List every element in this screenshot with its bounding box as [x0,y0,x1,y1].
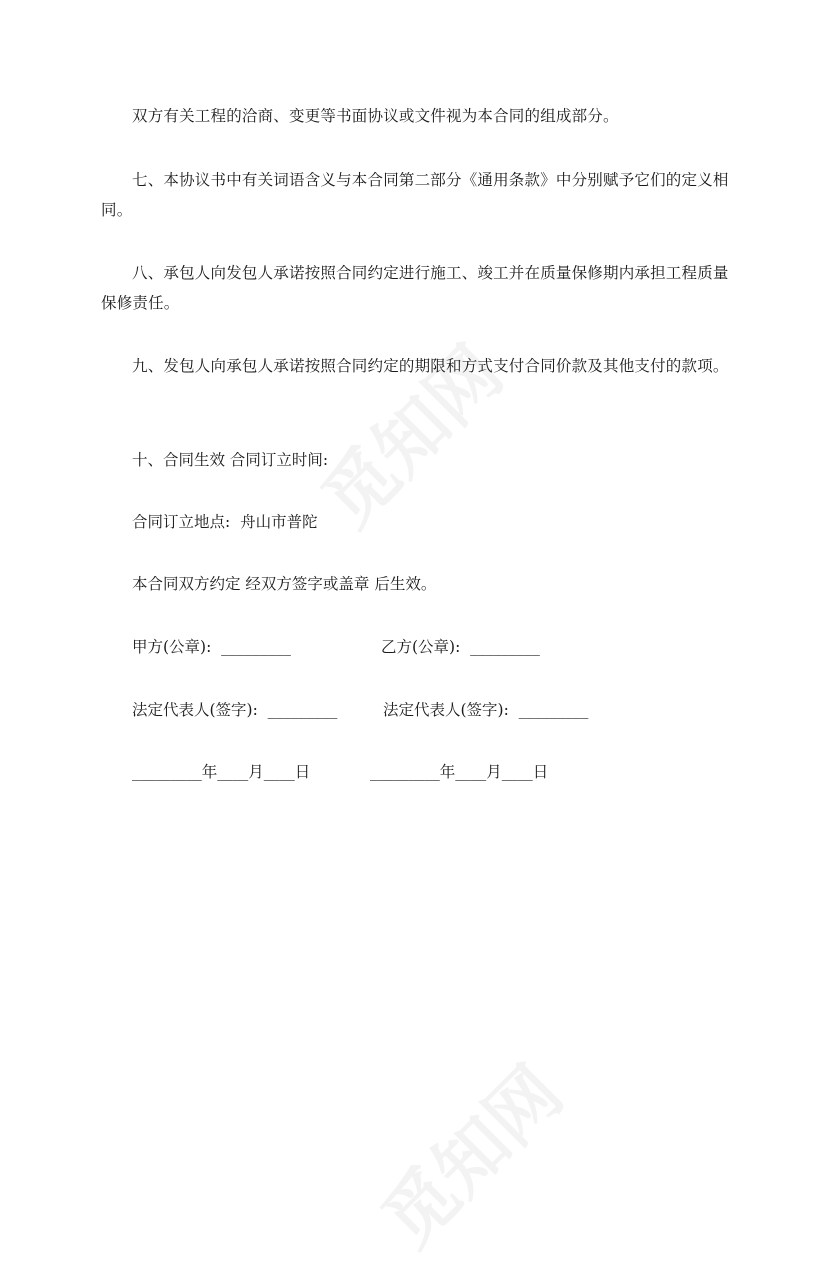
party-b-seal: 乙方(公章): _________ [381,638,540,656]
paragraph-10-effective: 十、合同生效 合同订立时间: [132,451,329,469]
paragraph-7-definitions: 七、本协议书中有关词语含义与本合同第二部分《通用条款》中分别赋予它们的定义相同。 [101,171,729,219]
paragraph-documents: 双方有关工程的洽商、变更等书面协议或文件视为本合同的组成部分。 [132,107,619,125]
party-a-date: _________年____月____日 [132,763,311,781]
paragraph-9-employer-promise: 九、发包人向承包人承诺按照合同约定的期限和方式支付合同价款及其他支付的款项。 [132,357,729,375]
party-a-representative: 法定代表人(签字): _________ [132,701,338,719]
party-b-date: _________年____月____日 [370,763,549,781]
party-a-seal: 甲方(公章): _________ [132,638,291,656]
party-b-representative: 法定代表人(签字): _________ [383,701,589,719]
contract-effect-clause: 本合同双方约定 经双方签字或盖章 后生效。 [132,575,437,593]
contract-place: 合同订立地点: 舟山市普陀 [132,513,318,531]
paragraph-8-contractor-promise: 八、承包人向发包人承诺按照合同约定进行施工、竣工并在质量保修期内承担工程质量保修责任。 [101,264,729,312]
watermark-bottom [355,1039,581,1265]
